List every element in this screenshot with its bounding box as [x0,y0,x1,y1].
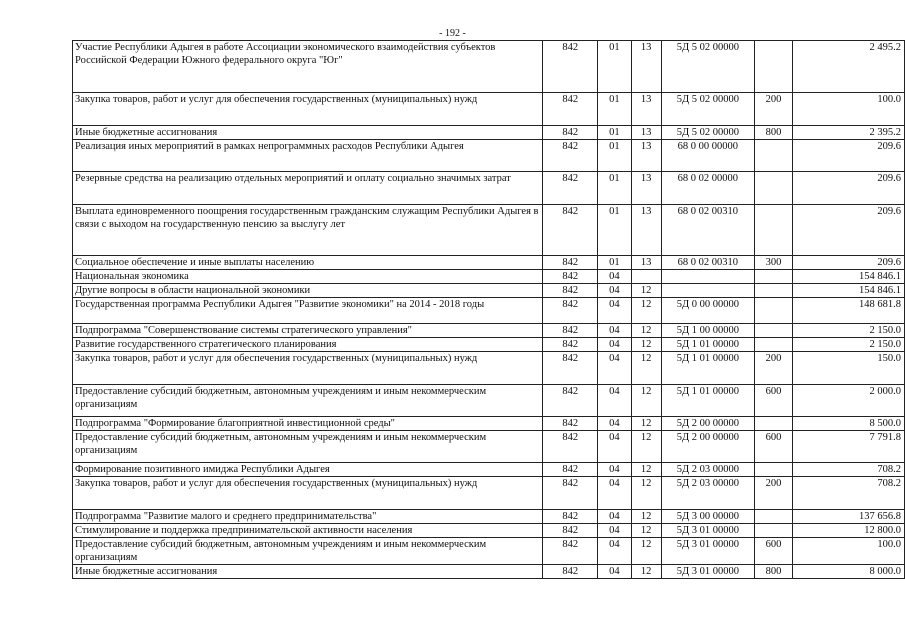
row-ved: 842 [543,477,598,510]
row-expense-type [755,338,793,352]
row-subsection: 12 [631,284,661,298]
row-subsection: 12 [631,463,661,477]
row-section: 01 [597,205,631,256]
row-ved: 842 [543,538,598,565]
row-expense-type: 600 [755,431,793,463]
row-section: 04 [597,284,631,298]
table-row [73,205,905,256]
row-name: Государственная программа Республики Адыгея "Развитие экономики" на 2014 - 2018 годы [73,298,543,324]
row-ved: 842 [543,172,598,205]
table-row [73,524,905,538]
row-subsection: 13 [631,205,661,256]
row-expense-type: 600 [755,538,793,565]
row-expense-type: 200 [755,477,793,510]
row-target-article: 5Д 2 03 00000 [661,463,755,477]
row-name: Закупка товаров, работ и услуг для обеспечения государственных (муниципальных) нужд [73,93,543,126]
row-amount: 100.0 [792,93,904,126]
row-subsection: 12 [631,324,661,338]
row-amount: 154 846.1 [792,284,904,298]
table-row [73,93,905,126]
row-target-article: 5Д 1 01 00000 [661,352,755,385]
row-section: 04 [597,324,631,338]
row-amount: 137 656.8 [792,510,904,524]
table-row [73,510,905,524]
row-target-article: 5Д 3 01 00000 [661,524,755,538]
row-section: 04 [597,524,631,538]
row-expense-type [755,510,793,524]
row-section: 04 [597,338,631,352]
row-expense-type: 800 [755,565,793,579]
row-section: 04 [597,431,631,463]
row-subsection: 13 [631,256,661,270]
row-amount: 209.6 [792,256,904,270]
table-row [73,565,905,579]
row-section: 04 [597,385,631,417]
table-row [73,538,905,565]
table-row [73,126,905,140]
row-amount: 100.0 [792,538,904,565]
row-expense-type: 800 [755,126,793,140]
row-expense-type [755,417,793,431]
row-ved: 842 [543,352,598,385]
row-name: Участие Республики Адыгея в работе Ассоциации экономического взаимодействия субъектов Российской Федерации Южного федерального округа "Юг" [73,41,543,93]
row-target-article: 68 0 02 00000 [661,172,755,205]
row-section: 04 [597,463,631,477]
row-ved: 842 [543,205,598,256]
row-amount: 708.2 [792,477,904,510]
table-row [73,324,905,338]
row-expense-type [755,270,793,284]
row-ved: 842 [543,298,598,324]
row-ved: 842 [543,431,598,463]
row-expense-type [755,463,793,477]
table-row [73,41,905,93]
row-expense-type: 600 [755,385,793,417]
table-row [73,140,905,172]
budget-table-body [73,41,905,579]
row-subsection: 12 [631,477,661,510]
row-amount: 209.6 [792,140,904,172]
row-subsection: 13 [631,172,661,205]
row-subsection: 12 [631,417,661,431]
row-target-article: 5Д 2 00 00000 [661,417,755,431]
row-name: Иные бюджетные ассигнования [73,565,543,579]
row-amount: 7 791.8 [792,431,904,463]
row-target-article [661,284,755,298]
row-name: Подпрограмма "Формирование благоприятной инвестиционной среды" [73,417,543,431]
row-subsection [631,270,661,284]
table-row [73,385,905,417]
row-ved: 842 [543,41,598,93]
row-ved: 842 [543,417,598,431]
row-section: 04 [597,352,631,385]
row-name: Закупка товаров, работ и услуг для обеспечения государственных (муниципальных) нужд [73,477,543,510]
row-amount: 708.2 [792,463,904,477]
row-subsection: 13 [631,93,661,126]
row-subsection: 12 [631,510,661,524]
table-row [73,338,905,352]
row-section: 01 [597,172,631,205]
row-ved: 842 [543,256,598,270]
row-ved: 842 [543,93,598,126]
row-section: 01 [597,140,631,172]
row-name: Предоставление субсидий бюджетным, автономным учреждениям и иным некоммерческим организациям [73,538,543,565]
row-name: Предоставление субсидий бюджетным, автономным учреждениям и иным некоммерческим организациям [73,431,543,463]
row-expense-type: 200 [755,352,793,385]
row-ved: 842 [543,524,598,538]
table-row [73,477,905,510]
row-amount: 2 150.0 [792,324,904,338]
table-row [73,463,905,477]
row-section: 04 [597,270,631,284]
row-expense-type [755,324,793,338]
row-expense-type [755,172,793,205]
row-target-article [661,270,755,284]
row-amount: 8 500.0 [792,417,904,431]
row-section: 04 [597,417,631,431]
row-name: Выплата единовременного поощрения государственным гражданским служащим Республики Адыгея в связи с выходом на государственную пенсию за выслугу лет [73,205,543,256]
row-subsection: 12 [631,565,661,579]
row-name: Закупка товаров, работ и услуг для обеспечения государственных (муниципальных) нужд [73,352,543,385]
row-expense-type [755,205,793,256]
table-row [73,256,905,270]
page-number: - 192 - [439,28,466,39]
row-section: 04 [597,565,631,579]
row-subsection: 12 [631,298,661,324]
row-expense-type [755,284,793,298]
row-target-article: 68 0 02 00310 [661,256,755,270]
row-subsection: 12 [631,338,661,352]
row-name: Социальное обеспечение и иные выплаты населению [73,256,543,270]
row-target-article: 5Д 1 00 00000 [661,324,755,338]
row-amount: 2 000.0 [792,385,904,417]
row-expense-type: 200 [755,93,793,126]
row-ved: 842 [543,463,598,477]
row-amount: 12 800.0 [792,524,904,538]
table-row [73,172,905,205]
row-subsection: 12 [631,524,661,538]
table-row [73,352,905,385]
row-target-article: 68 0 02 00310 [661,205,755,256]
row-section: 04 [597,477,631,510]
row-subsection: 12 [631,352,661,385]
row-amount: 148 681.8 [792,298,904,324]
table-row [73,431,905,463]
row-amount: 209.6 [792,205,904,256]
row-section: 04 [597,510,631,524]
row-amount: 150.0 [792,352,904,385]
row-name: Подпрограмма "Развитие малого и среднего предпринимательства" [73,510,543,524]
row-subsection: 13 [631,140,661,172]
row-target-article: 5Д 2 03 00000 [661,477,755,510]
row-name: Стимулирование и поддержка предпринимательской активности населения [73,524,543,538]
row-section: 01 [597,256,631,270]
row-target-article: 5Д 0 00 00000 [661,298,755,324]
row-target-article: 5Д 3 01 00000 [661,538,755,565]
row-name: Национальная экономика [73,270,543,284]
row-expense-type: 300 [755,256,793,270]
row-amount: 8 000.0 [792,565,904,579]
budget-table [72,40,905,579]
row-expense-type [755,524,793,538]
row-ved: 842 [543,385,598,417]
row-ved: 842 [543,284,598,298]
table-row [73,417,905,431]
row-amount: 2 495.2 [792,41,904,93]
row-name: Иные бюджетные ассигнования [73,126,543,140]
row-ved: 842 [543,270,598,284]
row-name: Резервные средства на реализацию отдельных мероприятий и оплату социально значимых затрат [73,172,543,205]
row-ved: 842 [543,140,598,172]
row-name: Предоставление субсидий бюджетным, автономным учреждениям и иным некоммерческим организациям [73,385,543,417]
table-row [73,298,905,324]
row-target-article: 5Д 3 00 00000 [661,510,755,524]
row-target-article: 5Д 1 01 00000 [661,338,755,352]
row-amount: 154 846.1 [792,270,904,284]
row-section: 01 [597,126,631,140]
row-target-article: 68 0 00 00000 [661,140,755,172]
row-ved: 842 [543,126,598,140]
row-amount: 2 395.2 [792,126,904,140]
row-name: Другие вопросы в области национальной экономики [73,284,543,298]
row-target-article: 5Д 5 02 00000 [661,126,755,140]
row-subsection: 13 [631,41,661,93]
table-row [73,284,905,298]
row-section: 01 [597,41,631,93]
row-ved: 842 [543,565,598,579]
row-ved: 842 [543,338,598,352]
row-target-article: 5Д 1 01 00000 [661,385,755,417]
row-ved: 842 [543,324,598,338]
row-subsection: 12 [631,538,661,565]
row-ved: 842 [543,510,598,524]
row-subsection: 12 [631,431,661,463]
row-name: Реализация иных мероприятий в рамках непрограммных расходов Республики Адыгея [73,140,543,172]
row-name: Формирование позитивного имиджа Республики Адыгея [73,463,543,477]
row-target-article: 5Д 3 01 00000 [661,565,755,579]
row-expense-type [755,298,793,324]
table-row [73,270,905,284]
row-section: 01 [597,93,631,126]
row-expense-type [755,140,793,172]
row-name: Развитие государственного стратегического планирования [73,338,543,352]
row-target-article: 5Д 5 02 00000 [661,41,755,93]
row-amount: 2 150.0 [792,338,904,352]
row-target-article: 5Д 5 02 00000 [661,93,755,126]
row-section: 04 [597,538,631,565]
row-target-article: 5Д 2 00 00000 [661,431,755,463]
row-subsection: 12 [631,385,661,417]
row-amount: 209.6 [792,172,904,205]
row-section: 04 [597,298,631,324]
row-expense-type [755,41,793,93]
row-name: Подпрограмма "Совершенствование системы стратегического управления" [73,324,543,338]
row-subsection: 13 [631,126,661,140]
